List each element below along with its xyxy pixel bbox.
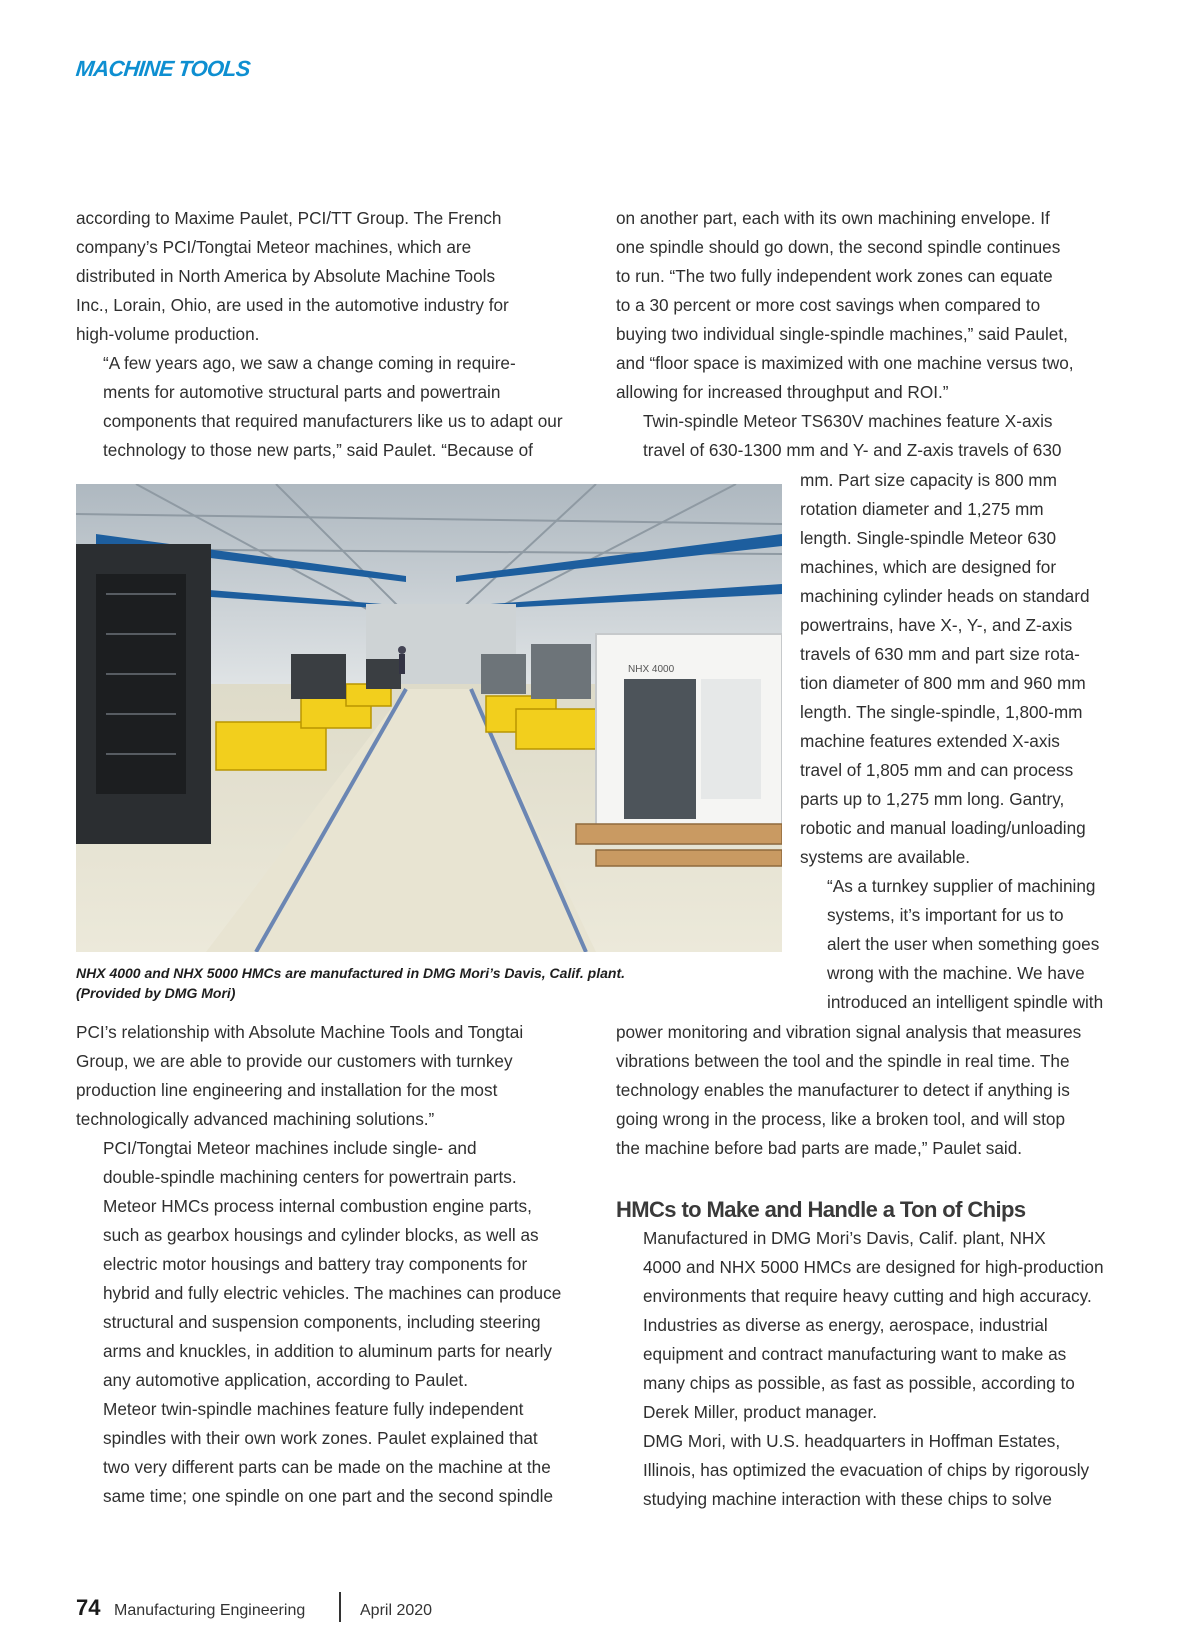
right-column-wrap	[800, 466, 1140, 1017]
text-line: PCI’s relationship with Absolute Machine Tools and Tongtai	[76, 1022, 524, 1042]
paragraph	[616, 1018, 1136, 1163]
text-line: many chips as possible, as fast as possible, according to	[643, 1373, 1075, 1393]
text-line: hybrid and fully electric vehicles. The machines can produce	[103, 1283, 562, 1303]
text-line: machines, which are designed for	[800, 557, 1057, 577]
text-line: spindles with their own work zones. Paulet explained that	[103, 1428, 538, 1448]
text-line: production line engineering and installation for the most	[76, 1080, 498, 1100]
text-line: arms and knuckles, in addition to aluminum parts for nearly	[103, 1341, 552, 1361]
text-line: Group, we are able to provide our customers with turnkey	[76, 1051, 513, 1071]
paragraph	[616, 204, 1136, 407]
paragraph	[76, 1018, 596, 1134]
text-line: DMG Mori, with U.S. headquarters in Hoffman Estates,	[643, 1431, 1061, 1451]
text-line: powertrains, have X-, Y-, and Z-axis	[800, 615, 1073, 635]
text-line: mm. Part size capacity is 800 mm	[800, 470, 1057, 490]
left-column-top	[76, 204, 596, 465]
text-line: “As a turnkey supplier of machining	[827, 876, 1096, 896]
machine-label: NHX 4000	[628, 664, 675, 675]
text-line: technologically advanced machining solutions.”	[76, 1109, 435, 1129]
paragraph	[800, 466, 1140, 872]
text-line: robotic and manual loading/unloading	[800, 818, 1086, 838]
right-column-bottom	[616, 1018, 1136, 1514]
text-line: systems, it’s important for us to	[827, 905, 1064, 925]
text-line: machine features extended X-axis	[800, 731, 1060, 751]
paragraph	[76, 349, 596, 465]
right-bottom-body	[616, 1224, 1136, 1514]
text-line: ments for automotive structural parts and powertrain	[103, 382, 501, 402]
text-line: two very different parts can be made on the machine at the	[103, 1457, 551, 1477]
text-line: PCI/Tongtai Meteor machines include single- and	[103, 1138, 477, 1158]
page-number: 74	[76, 1595, 101, 1620]
text-line: studying machine interaction with these chips to solve	[643, 1489, 1052, 1509]
text-line: and “floor space is maximized with one machine versus two,	[616, 353, 1074, 373]
text-line: to run. “The two fully independent work zones can equate	[616, 266, 1053, 286]
text-line: Industries as diverse as energy, aerospace, industrial	[643, 1315, 1048, 1335]
text-line: “A few years ago, we saw a change coming in require-	[103, 353, 516, 373]
text-line: Manufactured in DMG Mori’s Davis, Calif. plant, NHX	[643, 1228, 1046, 1248]
text-line: on another part, each with its own machining envelope. If	[616, 208, 1050, 228]
issue-date: April 2020	[360, 1602, 433, 1619]
magazine-name: Manufacturing Engineering	[114, 1602, 306, 1619]
right-column-top	[616, 204, 1136, 465]
text-line: environments that require heavy cutting and high accuracy.	[643, 1286, 1092, 1306]
text-line: travels of 630 mm and part size rota-	[800, 644, 1080, 664]
text-line: Illinois, has optimized the evacuation of chips by rigorously	[643, 1460, 1090, 1480]
text-line: going wrong in the process, like a broken tool, and will stop	[616, 1109, 1066, 1129]
text-line: length. The single-spindle, 1,800-mm	[800, 702, 1083, 722]
text-line: distributed in North America by Absolute Machine Tools	[76, 266, 496, 286]
text-line: 4000 and NHX 5000 HMCs are designed for high-production	[643, 1257, 1104, 1277]
text-line: travel of 1,805 mm and can process	[800, 760, 1074, 780]
caption-line: NHX 4000 and NHX 5000 HMCs are manufactured in DMG Mori’s Davis, Calif. plant.	[76, 965, 626, 981]
paragraph	[76, 1134, 596, 1395]
footer-divider	[339, 1592, 341, 1622]
text-line: company’s PCI/Tongtai Meteor machines, which are	[76, 237, 472, 257]
text-line: tion diameter of 800 mm and 960 mm	[800, 673, 1086, 693]
text-line: vibrations between the tool and the spindle in real time. The	[616, 1051, 1070, 1071]
text-line: systems are available.	[800, 847, 971, 867]
text-line: to a 30 percent or more cost savings when compared to	[616, 295, 1041, 315]
text-line: Twin-spindle Meteor TS630V machines feature X-axis	[643, 411, 1053, 431]
text-line: such as gearbox housings and cylinder blocks, as well as	[103, 1225, 539, 1245]
photo-caption	[76, 963, 766, 1003]
factory-floor-photo	[76, 484, 782, 952]
paragraph	[76, 1395, 596, 1511]
text-line: components that required manufacturers like us to adapt our	[103, 411, 563, 431]
factory-floor-illustration	[76, 484, 782, 952]
text-line: structural and suspension components, including steering	[103, 1312, 541, 1332]
text-line: technology to those new parts,” said Paulet. “Because of	[103, 440, 533, 460]
paragraph	[800, 872, 1140, 1017]
paragraph	[616, 1224, 1136, 1427]
text-line: allowing for increased throughput and ROI.”	[616, 382, 949, 402]
paragraph	[616, 407, 1136, 465]
caption-line: (Provided by DMG Mori)	[76, 985, 236, 1001]
text-line: according to Maxime Paulet, PCI/TT Group. The French	[76, 208, 502, 228]
paragraph	[76, 204, 596, 349]
text-line: alert the user when something goes	[827, 934, 1100, 954]
text-line: equipment and contract manufacturing want to make as	[643, 1344, 1067, 1364]
text-line: Inc., Lorain, Ohio, are used in the automotive industry for	[76, 295, 509, 315]
text-line: Meteor twin-spindle machines feature fully independent	[103, 1399, 524, 1419]
text-line: rotation diameter and 1,275 mm	[800, 499, 1044, 519]
text-line: any automotive application, according to Paulet.	[103, 1370, 468, 1390]
text-line: the machine before bad parts are made,” Paulet said.	[616, 1138, 1023, 1158]
text-line: length. Single-spindle Meteor 630	[800, 528, 1057, 548]
text-line: travel of 630-1300 mm and Y- and Z-axis travels of 630	[643, 440, 1062, 460]
text-line: double-spindle machining centers for powertrain parts.	[103, 1167, 517, 1187]
text-line: introduced an intelligent spindle with	[827, 992, 1104, 1012]
text-line: technology enables the manufacturer to detect if anything is	[616, 1080, 1070, 1100]
text-line: high-volume production.	[76, 324, 260, 344]
text-line: power monitoring and vibration signal analysis that measures	[616, 1022, 1082, 1042]
text-line: wrong with the machine. We have	[827, 963, 1085, 983]
text-line: one spindle should go down, the second spindle continues	[616, 237, 1061, 257]
right-bottom-intro	[616, 1018, 1136, 1163]
text-line: buying two individual single-spindle machines,” said Paulet,	[616, 324, 1068, 344]
text-line: Derek Miller, product manager.	[643, 1402, 878, 1422]
paragraph	[616, 1427, 1136, 1514]
text-line: machining cylinder heads on standard	[800, 586, 1090, 606]
left-column-bottom	[76, 1018, 596, 1511]
section-heading: HMCs to Make and Handle a Ton of Chips	[616, 1197, 1026, 1222]
section-label: MACHINE TOOLS	[74, 56, 252, 81]
text-line: parts up to 1,275 mm long. Gantry,	[800, 789, 1065, 809]
text-line: same time; one spindle on one part and the second spindle	[103, 1486, 554, 1506]
text-line: electric motor housings and battery tray components for	[103, 1254, 528, 1274]
text-line: Meteor HMCs process internal combustion engine parts,	[103, 1196, 532, 1216]
